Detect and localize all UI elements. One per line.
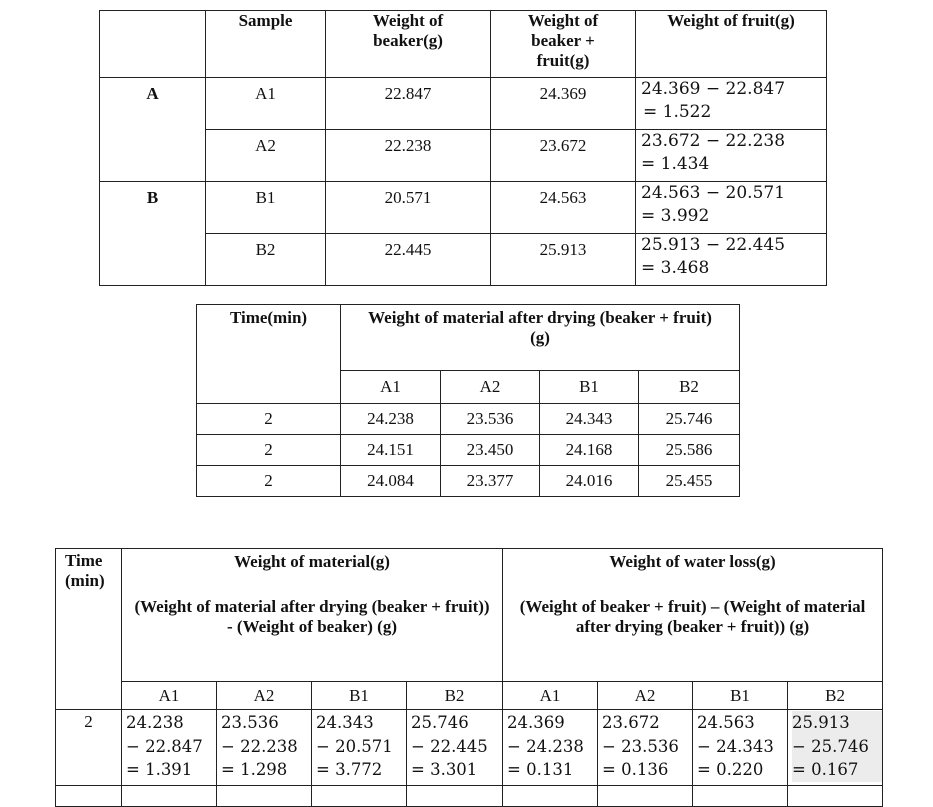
sample-header: B2	[407, 682, 503, 710]
sample-header: A2	[598, 682, 693, 710]
fruit-weight-cell	[636, 130, 827, 182]
calc-line: 23.672 − 22.238	[641, 131, 786, 151]
sample-header: B2	[788, 682, 883, 710]
beaker-cell: 20.571	[326, 182, 491, 234]
sample-cell: B1	[206, 182, 326, 234]
sample-header: A2	[441, 371, 540, 404]
value-cell: 24.084	[341, 466, 441, 497]
table-row	[197, 404, 740, 435]
value-cell: 23.450	[441, 435, 540, 466]
time-cell: 2	[197, 404, 341, 435]
value-cell: 24.016	[540, 466, 639, 497]
water-formula: (Weight of beaker + fruit) – (Weight of material after drying (beaker + fruit)) (g)	[519, 597, 866, 636]
beaker-fruit-cell: 25.913	[491, 234, 636, 286]
header-dried-weight: Weight of material after drying (beaker + fruit) (g)	[341, 305, 740, 371]
table-header-row	[100, 11, 827, 78]
calc-line: − 22.847	[126, 736, 203, 756]
result-line: = 3.992	[641, 206, 710, 226]
table-row	[197, 435, 740, 466]
sample-header-row	[56, 682, 883, 710]
beaker-cell: 22.847	[326, 78, 491, 130]
value-cell: 23.536	[441, 404, 540, 435]
calc-cell	[217, 710, 312, 786]
sample-header: A1	[341, 371, 441, 404]
calc-line: − 24.343	[697, 736, 774, 756]
calc-line: 24.343	[316, 713, 374, 732]
value-cell: 23.377	[441, 466, 540, 497]
result-line: = 0.136	[602, 760, 669, 779]
value-cell: 25.746	[639, 404, 740, 435]
water-title: Weight of water loss(g)	[609, 552, 776, 571]
result-line: = 3.468	[641, 258, 710, 278]
calc-line: 24.563	[697, 713, 755, 732]
calc-line: − 20.571	[316, 736, 393, 756]
fruit-weight-cell	[636, 182, 827, 234]
result-line: = 1.434	[641, 154, 710, 174]
result-line: = 0.131	[507, 760, 574, 779]
calc-line: − 24.238	[507, 736, 584, 756]
calc-line: 25.746	[411, 713, 469, 732]
calc-cell	[312, 710, 407, 786]
table-row	[100, 130, 827, 182]
time-cell: 2	[56, 710, 122, 786]
value-cell: 24.151	[341, 435, 441, 466]
fruit-weight-table	[99, 10, 827, 286]
value-cell: 25.455	[639, 466, 740, 497]
value-cell: 24.343	[540, 404, 639, 435]
beaker-cell: 22.445	[326, 234, 491, 286]
calc-line: 24.563 − 20.571	[641, 183, 786, 203]
header-material-weight	[122, 549, 503, 682]
beaker-fruit-cell: 23.672	[491, 130, 636, 182]
group-label: B	[100, 182, 206, 286]
time-cell: 2	[197, 466, 341, 497]
sample-cell: B2	[206, 234, 326, 286]
table-header-row	[56, 549, 883, 682]
calc-line: 25.913	[792, 711, 882, 735]
time-cell: 2	[197, 435, 341, 466]
calc-cell	[598, 710, 693, 786]
sample-cell: A1	[206, 78, 326, 130]
header-water-loss	[503, 549, 883, 682]
header-time: Time (min)	[56, 549, 122, 710]
fruit-weight-cell	[636, 78, 827, 130]
header-fruit-weight: Weight of fruit(g)	[636, 11, 827, 78]
group-label: A	[100, 78, 206, 182]
table-header-row	[197, 305, 740, 371]
calc-line: 24.369	[507, 713, 565, 732]
sample-header: B2	[639, 371, 740, 404]
result-line: = 0.220	[697, 760, 764, 779]
calc-cell	[122, 710, 217, 786]
sample-header: A2	[217, 682, 312, 710]
calc-line: − 22.238	[221, 736, 298, 756]
calc-line: 24.238	[126, 713, 184, 732]
calc-cell	[693, 710, 788, 786]
result-line: = 1.391	[126, 760, 193, 779]
sample-header: A1	[122, 682, 217, 710]
table-row	[100, 78, 827, 130]
calc-line: 25.913 − 22.445	[641, 235, 786, 255]
calc-cell	[407, 710, 503, 786]
calc-line: − 23.536	[602, 736, 679, 756]
header-beaker-weight: Weight of beaker(g)	[326, 11, 491, 78]
calc-line: 23.672	[602, 713, 660, 732]
header-time: Time(min)	[197, 305, 341, 404]
calc-line: 24.369 − 22.847	[641, 79, 786, 99]
table-row	[197, 466, 740, 497]
material-formula: (Weight of material after drying (beaker + fruit)) - (Weight of beaker) (g)	[134, 597, 490, 636]
header-group	[100, 11, 206, 78]
calc-line: 23.536	[221, 713, 279, 732]
header-sample: Sample	[206, 11, 326, 78]
material-title: Weight of material(g)	[234, 552, 390, 571]
sample-cell: A2	[206, 130, 326, 182]
beaker-fruit-cell: 24.563	[491, 182, 636, 234]
material-water-loss-table	[55, 548, 883, 807]
calc-line: − 22.445	[411, 736, 488, 756]
value-cell: 25.586	[639, 435, 740, 466]
sample-header: B1	[312, 682, 407, 710]
result-line: = 1.522	[643, 102, 712, 122]
header-beaker-fruit-weight: Weight of beaker + fruit(g)	[491, 11, 636, 78]
sample-header: B1	[693, 682, 788, 710]
result-line: = 3.772	[316, 760, 383, 779]
fruit-weight-cell	[636, 234, 827, 286]
beaker-cell: 22.238	[326, 130, 491, 182]
sample-header: B1	[540, 371, 639, 404]
drying-weight-table	[196, 304, 740, 497]
table-row	[56, 710, 883, 786]
calc-cell	[503, 710, 598, 786]
value-cell: 24.238	[341, 404, 441, 435]
calc-line: − 25.746	[792, 735, 882, 759]
beaker-fruit-cell: 24.369	[491, 78, 636, 130]
value-cell: 24.168	[540, 435, 639, 466]
result-line: = 0.167	[792, 758, 882, 782]
table-row	[100, 182, 827, 234]
result-line: = 1.298	[221, 760, 288, 779]
calc-cell	[788, 710, 883, 786]
result-line: = 3.301	[411, 760, 478, 779]
sample-header: A1	[503, 682, 598, 710]
table-row	[100, 234, 827, 286]
